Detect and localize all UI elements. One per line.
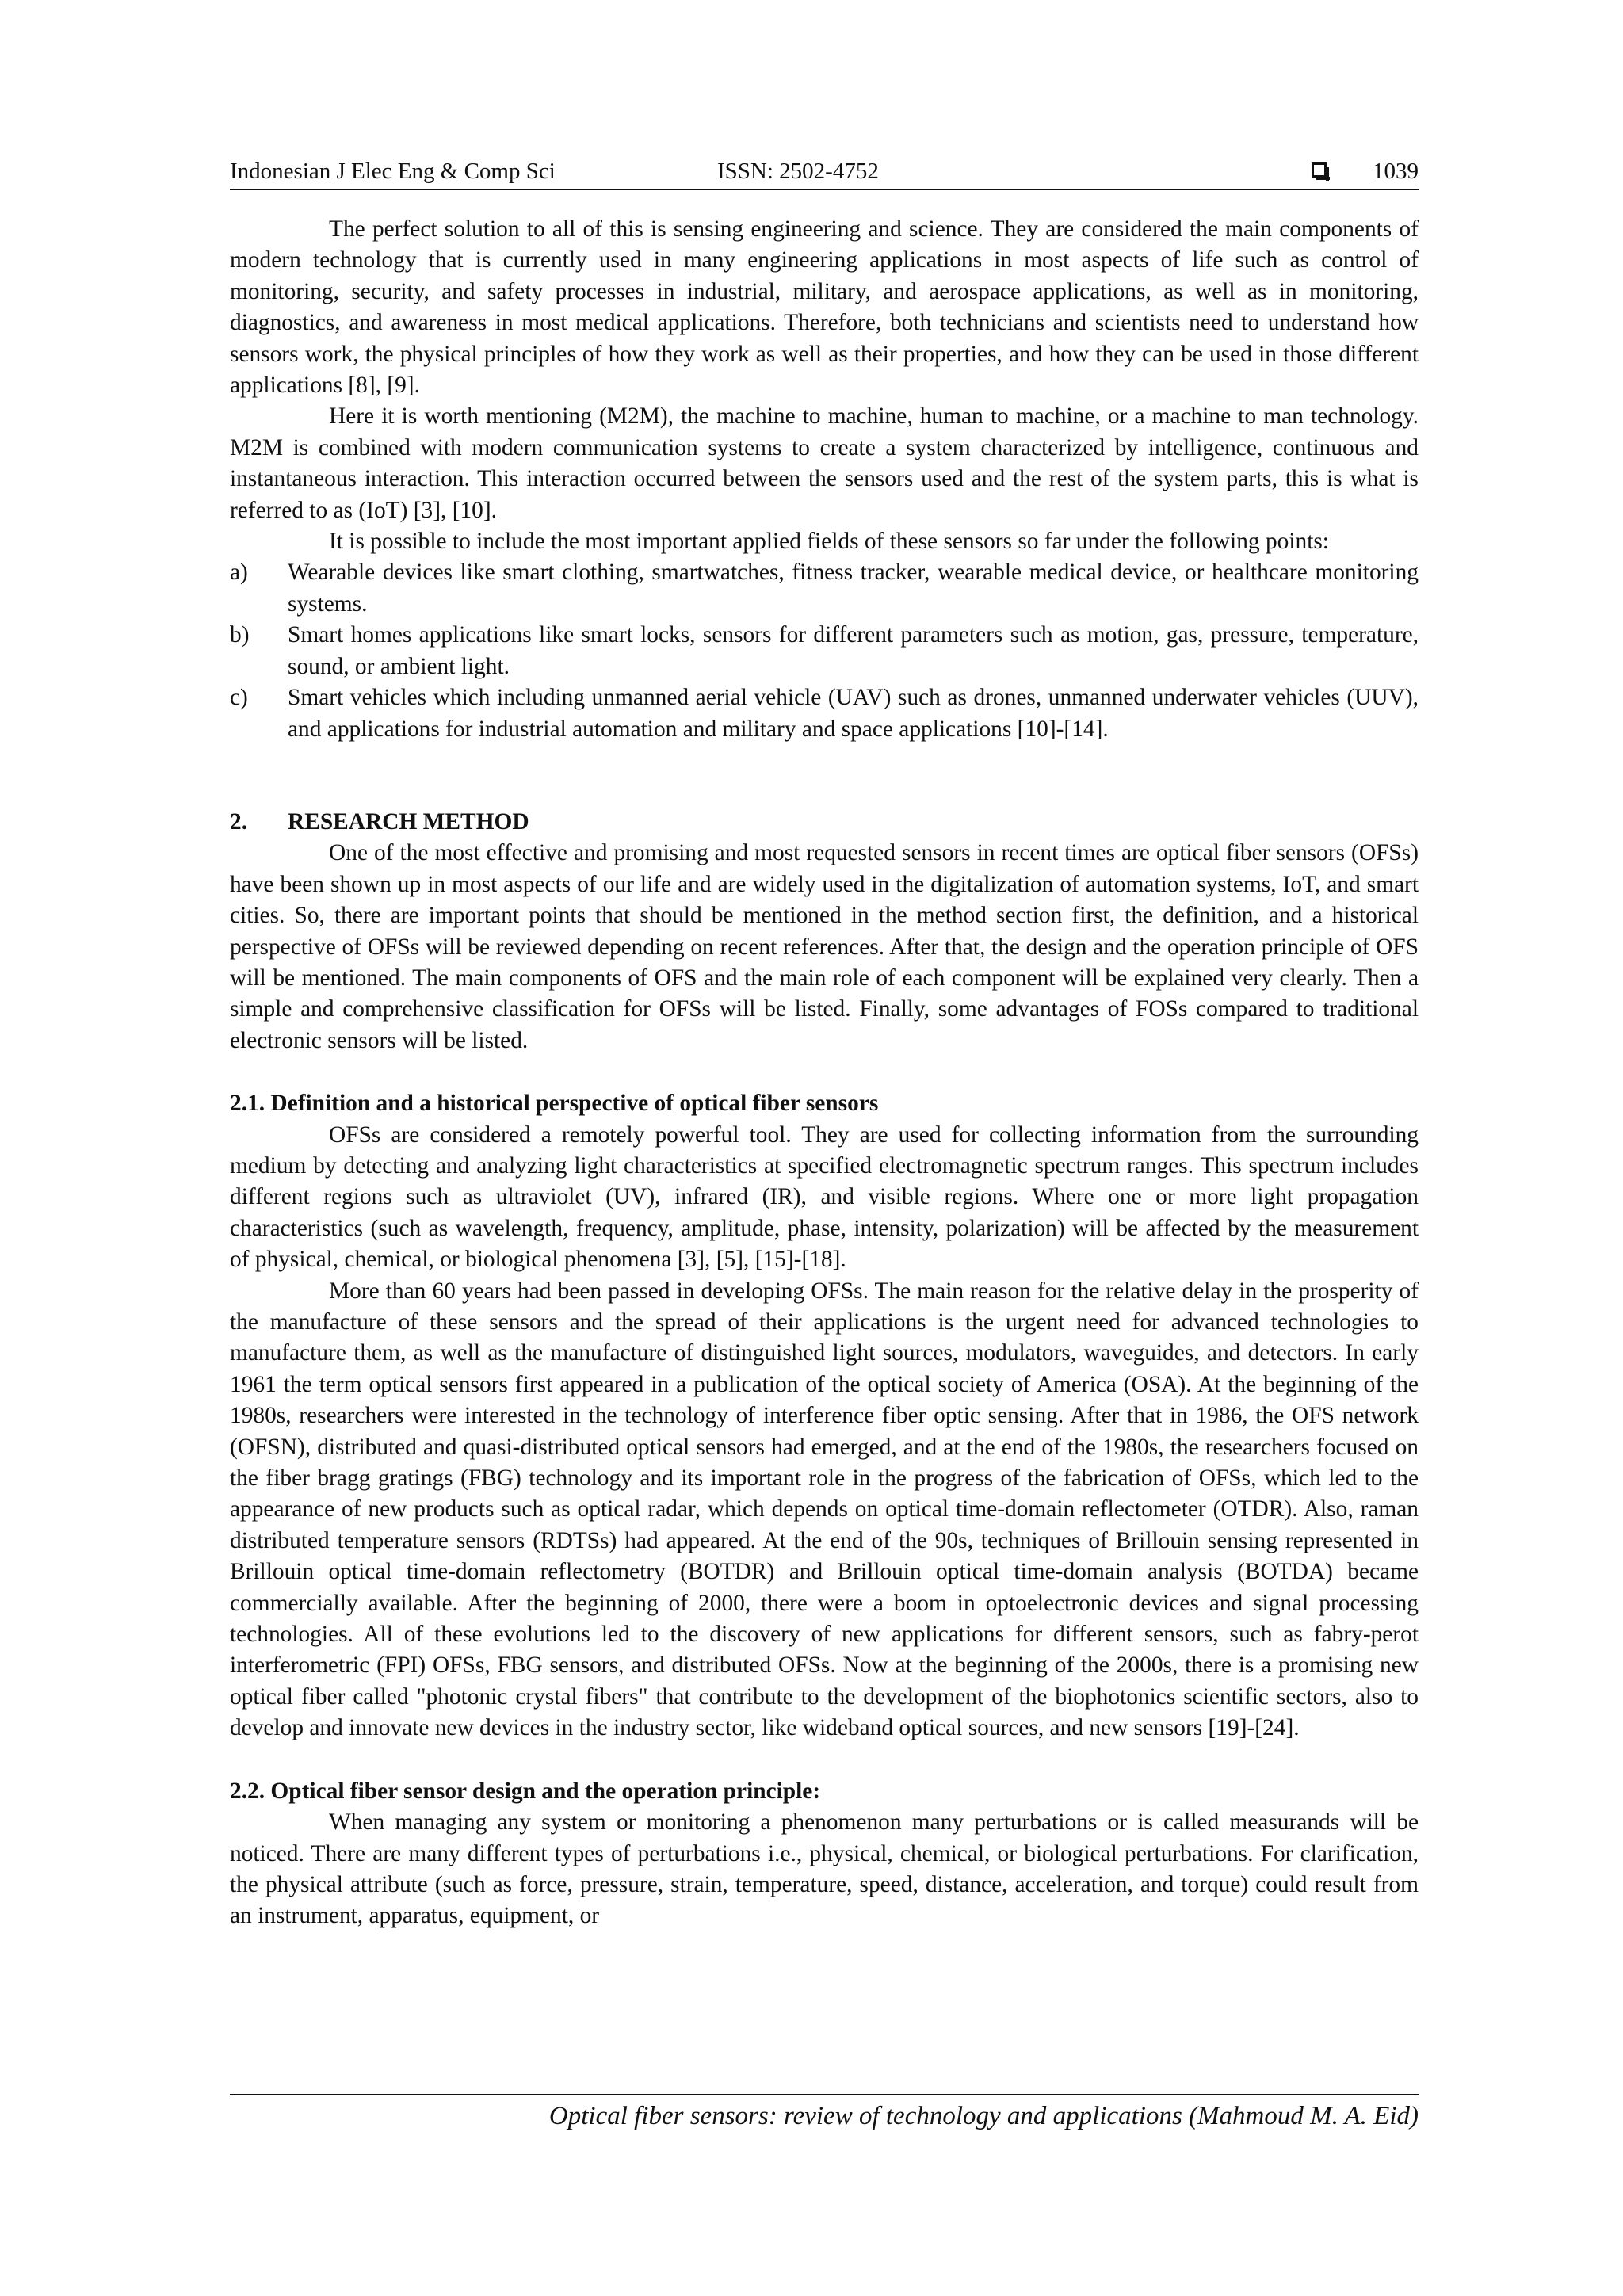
subsection-paragraph: When managing any system or monitoring a phenomenon many perturbations or is called measurands will be noticed. There are many different types of perturbations i.e., physical, chemical, or biological perturbations. For clarification, the physical attribute (such as force, pressure, strain, temperature, speed, distance, acceleration, and torque) could result from an instrument, apparatus, equipment, or: [230, 1809, 1419, 1929]
section-heading: [230, 807, 1419, 838]
journal-name: Indonesian J Elec Eng & Comp Sci: [230, 159, 556, 184]
list-item-text: Smart vehicles which including unmanned aerial vehicle (UAV) such as drones, unmanned underwater vehicles (UUV), and applications for industrial automation and military and space applications [10]-[14].: [288, 685, 1419, 742]
subsection-paragraph-1: OFSs are considered a remotely powerful tool. They are used for collecting information from the surrounding medium by detecting and analyzing light characteristics at specified electromagnetic spectrum ranges. This spectrum includes different regions such as ultraviolet (UV), infrared (IR), and visible regions. Where one or more light propagation characteristics (such as wavelength, frequency, amplitude, phase, intensity, polarization) will be affected by the measurement of physical, chemical, or biological phenomena [3], [5], [15]-[18].: [230, 1121, 1419, 1273]
running-footer: Optical fiber sensors: review of technology and applications (Mahmoud M. A. Eid): [548, 2102, 1419, 2130]
running-header: [230, 155, 1419, 187]
issn-number: ISSN: 2502-4752: [717, 159, 879, 184]
subsection-heading: 2.1. Definition and a historical perspective of optical fiber sensors: [230, 1091, 879, 1117]
page-number: 1039: [1373, 159, 1419, 184]
section-paragraph: One of the most effective and promising and most requested sensors in recent times are optical fiber sensors (OFSs) have been shown up in most aspects of our life and are widely used in the digitalization of automation systems, IoT, and smart cities. So, there are important points that should be mentioned in the method section first, the definition, and a historical perspective of OFSs will be reviewed depending on recent references. After that, the design and the operation principle of OFS will be mentioned. The main components of OFS and the main role of each component will be explained very clearly. Then a simple and comprehensive classification for OFSs will be listed. Finally, some advantages of FOSs compared to traditional electronic sensors will be listed.: [230, 840, 1419, 1053]
intro-paragraph-1: The perfect solution to all of this is sensing engineering and science. They are considered the main components of modern technology that is currently used in many engineering applications in most aspects of life such as control of monitoring, security, and safety processes in industrial, military, and aerospace applications, as well as in monitoring, diagnostics, and awareness in most medical applications. Therefore, both technicians and scientists need to understand how sensors work, the physical principles of how they work as well as their properties, and how they can be used in those different applications [8], [9].: [230, 216, 1419, 399]
subsection-paragraph-2: More than 60 years had been passed in developing OFSs. The main reason for the relative delay in the prosperity of the manufacture of these sensors and the spread of their applications is the urgent need for advanced technologies to manufacture them, as well as the manufacture of distinguished light sources, modulators, waveguides, and detectors. In early 1961 the term optical sensors first appeared in a publication of the optical society of America (OSA). At the beginning of the 1980s, researchers were interested in the technology of interference fiber optic sensing. After that in 1986, the OFS network (OFSN), distributed and quasi-distributed optical sensors had emerged, and at the end of the 1980s, the researchers focused on the fiber bragg gratings (FBG) technology and its important role in the progress of the fabrication of OFSs, which led to the appearance of new products such as optical radar, which depends on optical time-domain reflectometer (OTDR). Also, raman distributed temperature sensors (RDTSs) had appeared. At the end of the 90s, techniques of Brillouin sensing represented in Brillouin optical time-domain reflectometry (BOTDR) and Brillouin optical time-domain analysis (BOTDA) became commercially available. After the beginning of 2000, there were a boom in optoelectronic devices and signal processing technologies. All of these evolutions led to the discovery of new applications for different sensors, such as fabry-perot interferometric (FPI) OFSs, FBG sensors, and distributed OFSs. Now at the beginning of the 2000s, there is a promising new optical fiber called "photonic crystal fibers" that contribute to the development of the biophotonics scientific sectors, also to develop and innovate new devices in the industry sector, like wideband optical sources, and new sensors [19]-[24].: [230, 1278, 1419, 1741]
list-item-text: Wearable devices like smart clothing, smartwatches, fitness tracker, wearable medical device, or healthcare monitoring systems.: [288, 560, 1419, 617]
list-marker: c): [230, 685, 248, 711]
section-title: RESEARCH METHOD: [288, 808, 529, 835]
list-item: [230, 620, 1419, 682]
intro-paragraph-2: Here it is worth mentioning (M2M), the machine to machine, human to machine, or a machine to man technology. M2M is combined with modern communication systems to create a system characterized by intelligence, continuous and instantaneous interaction. This interaction occurred between the sensors used and the rest of the system parts, this is what is referred to as (IoT) [3], [10].: [230, 403, 1419, 523]
list-item: [230, 682, 1419, 745]
intro-paragraph-3: It is possible to include the most important applied fields of these sensors so far under the following points:: [329, 529, 1329, 555]
applications-list: [230, 557, 1419, 744]
list-marker: b): [230, 622, 250, 648]
footer-divider: [230, 2094, 1419, 2095]
header-divider: [230, 189, 1419, 190]
list-item: [230, 557, 1419, 620]
square-bullet-icon: [1312, 162, 1327, 178]
list-item-text: Smart homes applications like smart locks, sensors for different parameters such as motion, gas, pressure, temperature, sound, or ambient light.: [288, 622, 1419, 679]
article-body: [230, 214, 1419, 1932]
section-number: 2.: [230, 808, 248, 835]
list-marker: a): [230, 560, 248, 586]
subsection-heading: 2.2. Optical fiber sensor design and the operation principle:: [230, 1778, 821, 1804]
